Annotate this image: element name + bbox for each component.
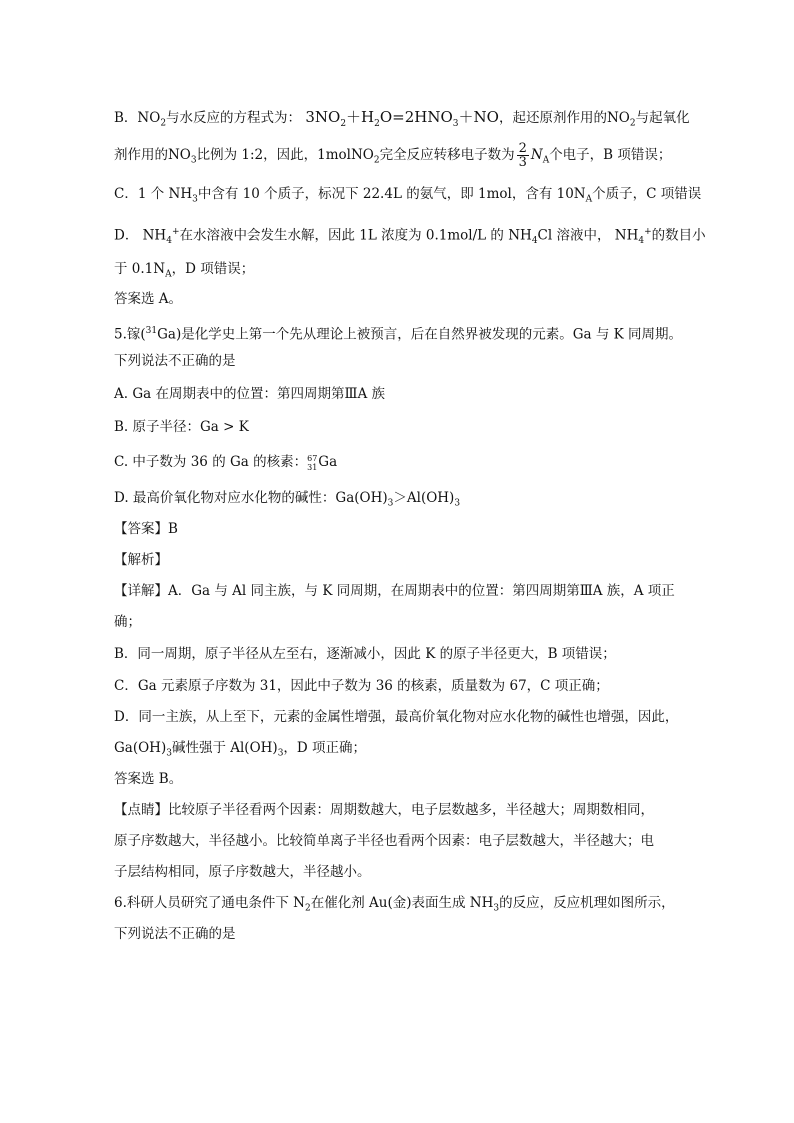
detail-line-2: 确； xyxy=(114,614,141,630)
answer-b: 答案选 B。 xyxy=(114,771,183,787)
detail-line-1: 【详解】A．Ga 与 Al 同主族，与 K 同周期，在周期表中的位置：第四周期第ⅢA 族，A 项正 xyxy=(114,583,675,599)
question-5-option-c: C. 中子数为 36 的 Ga 的核素： 67 31 Ga xyxy=(114,453,338,472)
detail-line-6: $Ga(OH)_3$碱性强于 $Al(OH)_3$，D 项正确； xyxy=(114,740,367,759)
analysis-label: 【解析】 xyxy=(114,552,168,568)
question-5-option-b: B. 原子半径：Ga > K xyxy=(114,419,249,435)
detail-line-5: D．同一主族，从上至下，元素的金属性增强，最高价氧化物对应水化物的碱性也增强，因此， xyxy=(114,709,679,725)
question-5-option-d: D. 最高价氧化物对应水化物的碱性：$Ga(OH)_3>Al(OH)_3$ xyxy=(114,490,461,509)
question-5-stem-line-1: 5.镓($^{31}$Ga)是化学史上第一个先从理论上被预言，后在自然界被发现的元素。Ga 与 K 同周期。 xyxy=(114,326,682,343)
option-b-explanation-line-1: B．$NO_2$与水反应的方程式为： $3NO_2+H_2O=2HNO_3+NO$，起还原剂作用的$NO_2$与起氧化 xyxy=(114,108,690,129)
answer-a: 答案选 A。 xyxy=(114,291,183,307)
question-6-stem-line-2: 下列说法不正确的是 xyxy=(114,926,236,942)
question-5-stem-line-2: 下列说法不正确的是 xyxy=(114,353,236,369)
detail-line-4: C．Ga 元素原子序数为 31，因此中子数为 36 的核素，质量数为 67，C 项正确； xyxy=(114,678,609,694)
detail-line-3: B．同一周期，原子半径从左至右，逐渐减小，因此 K 的原子半径更大，B 项错误； xyxy=(114,646,616,662)
question-6-stem-line-1: 6.科研人员研究了通电条件下 $N_2$在催化剂 Au(金)表面生成 $NH_3$的反应，反应机理如图所示， xyxy=(114,895,675,914)
option-b-explanation-line-2: 剂作用的$NO_3$比例为 1:2，因此，1molNO$_2$完全反应转移电子数为 $\frac{2}{3}$ $N_A$个电子，B 项错误； xyxy=(114,141,672,170)
equation: $3NO_2+H_2O=2HNO_3+NO$ xyxy=(305,108,499,129)
answer-label: 【答案】B xyxy=(114,521,178,537)
option-d-explanation-line-2: 于 $0.1N_A$，D 项错误； xyxy=(114,261,255,280)
option-d-explanation-line-1: D． $NH_4^+$在水溶液中会发生水解，因此 1L 浓度为 0.1mol/L 的 $NH_4Cl$ 溶液中， $NH_4^+$的数目小 xyxy=(114,227,706,247)
note-line-2: 原子序数越大，半径越小。比较简单离子半径也看两个因素：电子层数越大，半径越大；电 xyxy=(114,833,654,849)
option-c-explanation: C．1 个 $NH_3$中含有 10 个质子，标况下 22.4L 的氨气，即 1mol，含有 $10N_A$个质子，C 项错误 xyxy=(114,186,702,205)
note-line-3: 子层结构相同，原子序数越大，半径越小。 xyxy=(114,864,371,880)
nuclide-notation: 67 31 xyxy=(307,453,318,472)
question-5-option-a: A. Ga 在周期表中的位置：第四周期第ⅢA 族 xyxy=(114,386,386,402)
note-line-1: 【点睛】比较原子半径看两个因素：周期数越大，电子层数越多，半径越大；周期数相同， xyxy=(114,802,654,818)
fraction-two-thirds: $\frac{2}{3}$ xyxy=(518,141,527,170)
